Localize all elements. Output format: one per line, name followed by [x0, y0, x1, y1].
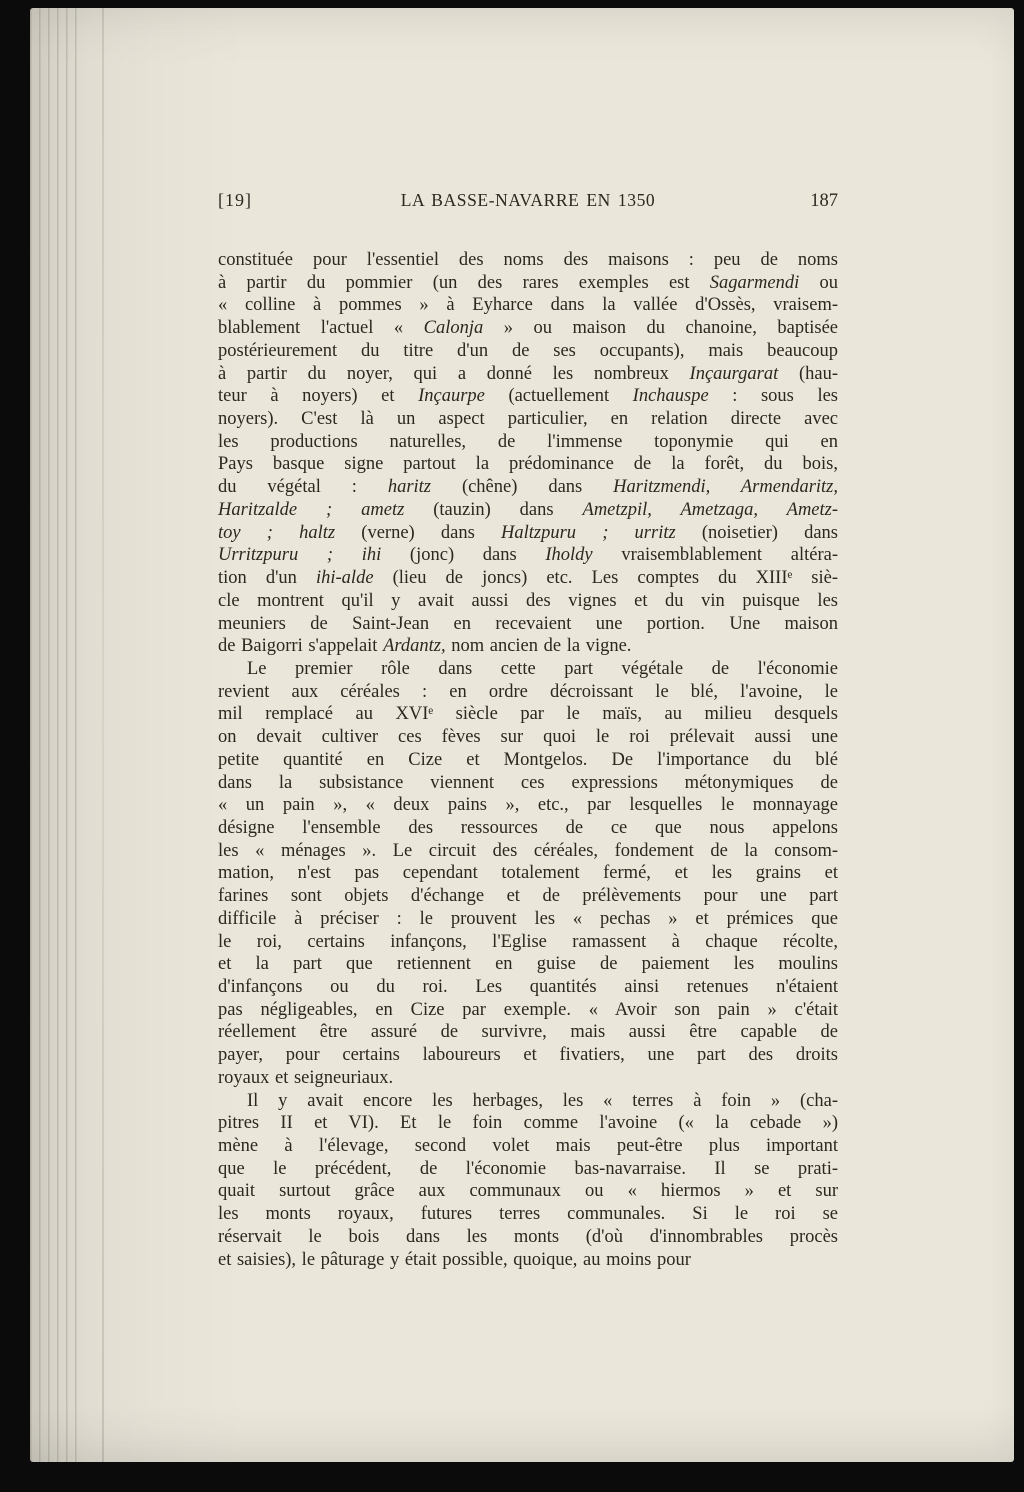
text-segment: difficile à préciser : le prouvent les « pechas » et prémices que: [218, 908, 838, 929]
page-scan: [30, 8, 1014, 1462]
text-line: [218, 1249, 838, 1272]
text-segment: (jonc) dans: [381, 545, 546, 566]
text-segment: à partir du noyer, qui a donné les nombreux: [218, 363, 690, 384]
text-line: [218, 522, 838, 545]
text-line: [218, 931, 838, 954]
text-segment: les « ménages ». Le circuit des céréales, fondement de la consom-: [218, 840, 838, 861]
text-segment: noyers). C'est là un aspect particulier, en relation directe avec: [218, 409, 838, 430]
text-segment: désigne l'ensemble des ressources de ce que nous appelons: [218, 817, 838, 838]
italic-text-segment: Sagarmendi: [709, 272, 800, 293]
text-line: [218, 385, 838, 408]
text-line: [218, 294, 838, 317]
text-segment: : sous les: [708, 386, 839, 407]
italic-text-segment: Ametzpil, Ametzaga, Ametz-: [582, 499, 839, 520]
italic-text-segment: Iholdy: [545, 545, 593, 566]
text-segment: et la part que retiennent en guise de paiement les moulins: [218, 954, 838, 975]
text-segment: pas négligeables, en Cize par exemple. « Avoir son pain » c'était: [218, 999, 838, 1020]
text-segment: postérieurement du titre d'un de ses occupants), mais beaucoup: [218, 340, 838, 361]
header-title: LA BASSE-NAVARRE EN 1350: [400, 190, 656, 210]
text-line: [218, 408, 838, 431]
text-line: [218, 431, 838, 454]
text-segment: teur à noyers) et: [218, 386, 419, 407]
text-segment: royaux et seigneuriaux.: [218, 1067, 394, 1088]
header-page-number: 187: [810, 191, 838, 211]
text-line: [218, 567, 838, 590]
italic-text-segment: Calonja: [423, 318, 484, 339]
text-line: [218, 1021, 838, 1044]
text-line: [218, 317, 838, 340]
text-line: [218, 249, 838, 272]
italic-text-segment: Inchauspe: [632, 386, 709, 407]
italic-text-segment: Haritzalde ; ametz: [218, 499, 405, 520]
text-segment: « colline à pommes » à Eyharce dans la vallée d'Ossès, vraisem-: [218, 295, 838, 316]
text-segment: cle montrent qu'il y avait aussi des vignes et du vin puisque les: [218, 590, 838, 611]
text-segment: d'infançons ou du roi. Les quantités ainsi retenues n'étaient: [218, 977, 838, 997]
italic-text-segment: Haritzmendi, Armendaritz,: [613, 477, 838, 498]
text-segment: constituée pour l'essentiel des noms des maisons : peu de noms: [218, 250, 838, 270]
text-segment: Pays basque signe partout la prédominance de la forêt, du bois,: [218, 454, 838, 475]
text-area: [218, 190, 838, 1271]
italic-text-segment: ihi-alde: [315, 568, 374, 589]
text-segment: mène à l'élevage, second volet mais peut-être plus important: [218, 1136, 838, 1157]
text-line: [218, 953, 838, 976]
text-line: [218, 1158, 838, 1181]
text-line: [218, 499, 838, 522]
text-segment: payer, pour certains laboureurs et fivatiers, une part des droits: [218, 1045, 838, 1066]
text-segment: Le premier rôle dans cette part végétale de l'économie: [247, 658, 838, 679]
text-segment: le roi, certains infançons, l'Eglise ramassent à chaque récolte,: [218, 931, 838, 952]
italic-text-segment: Urritzpuru ; ihi: [218, 545, 382, 566]
italic-text-segment: Haltzpuru ; urritz: [500, 522, 676, 543]
text-segment: (verne) dans: [335, 522, 501, 543]
text-segment: quait surtout grâce aux communaux ou « hiermos » et sur: [218, 1181, 838, 1202]
paragraph: [218, 1090, 838, 1272]
text-segment: les productions naturelles, de l'immense toponymie qui en: [218, 431, 838, 452]
italic-text-segment: Ardantz,: [383, 636, 446, 657]
text-segment: (noisetier) dans: [675, 522, 838, 543]
text-line: [218, 1226, 838, 1249]
text-line: [218, 453, 838, 476]
paragraph: [218, 249, 838, 658]
paragraph: [218, 658, 838, 1090]
text-segment: farines sont objets d'échange et de prélèvements pour une part: [218, 886, 838, 907]
text-line: [218, 817, 838, 840]
text-line: [218, 976, 838, 999]
text-segment: pitres II et VI). Et le foin comme l'avoine (« la cebade »): [218, 1113, 838, 1134]
text-line: [218, 613, 838, 636]
text-segment: et saisies), le pâturage y était possible, quoique, au moins pour: [218, 1249, 691, 1270]
text-segment: meuniers de Saint-Jean en recevaient une portion. Une maison: [218, 613, 838, 634]
text-segment: (tauzin) dans: [404, 499, 583, 520]
text-segment: ou: [799, 272, 839, 293]
text-segment: » ou maison du chanoine, baptisée: [483, 318, 838, 339]
text-segment: réservait le bois dans les monts (d'où d'innombrables procès: [218, 1226, 838, 1247]
text-segment: mation, n'est pas cependant totalement fermé, et les grains et: [218, 863, 838, 884]
text-line: [218, 1112, 838, 1135]
text-segment: nom ancien de la vigne.: [445, 636, 632, 657]
header-bracket-number: [19]: [218, 190, 252, 210]
text-segment: tion d'un: [218, 568, 316, 589]
text-segment: vraisemblablement altéra-: [592, 545, 838, 566]
text-line: [218, 1067, 838, 1090]
text-line: [218, 681, 838, 704]
text-line: [218, 635, 838, 658]
text-line: [218, 476, 838, 499]
book-page-edges: [30, 8, 80, 1462]
text-line: [218, 1090, 838, 1113]
text-line: [218, 840, 838, 863]
text-segment: à partir du pommier (un des rares exemples est: [218, 272, 710, 293]
text-segment: (hau-: [778, 363, 838, 384]
text-line: [218, 999, 838, 1022]
text-segment: on devait cultiver ces fèves sur quoi le roi prélevait aussi une: [218, 727, 838, 748]
text-line: [218, 1203, 838, 1226]
italic-text-segment: Inçaurpe: [418, 386, 485, 407]
text-line: [218, 862, 838, 885]
text-line: [218, 544, 838, 567]
italic-text-segment: haritz: [387, 477, 432, 498]
text-line: [218, 749, 838, 772]
gutter-crease: [102, 8, 104, 1462]
text-segment: revient aux céréales : en ordre décroissant le blé, l'avoine, le: [218, 681, 838, 702]
text-line: [218, 658, 838, 681]
text-line: [218, 363, 838, 386]
text-segment: Il y avait encore les herbages, les « terres à foin » (cha-: [247, 1090, 838, 1111]
text-line: [218, 590, 838, 613]
text-segment: mil remplacé au XVIᵉ siècle par le maïs, au milieu desquels: [218, 704, 838, 725]
text-line: [218, 885, 838, 908]
text-line: [218, 772, 838, 795]
text-segment: (lieu de joncs) etc. Les comptes du XIIIᵉ siè-: [373, 568, 838, 589]
text-line: [218, 703, 838, 726]
page-header: [218, 190, 838, 212]
text-segment: blablement l'actuel «: [218, 318, 424, 339]
text-line: [218, 794, 838, 817]
text-line: [218, 1135, 838, 1158]
text-line: [218, 1180, 838, 1203]
text-line: [218, 1044, 838, 1067]
text-line: [218, 908, 838, 931]
text-segment: de Baigorri s'appelait: [218, 636, 384, 657]
text-segment: « un pain », « deux pains », etc., par lesquelles le monnayage: [218, 795, 838, 816]
text-segment: du végétal :: [218, 477, 388, 498]
text-segment: les monts royaux, futures terres communales. Si le roi se: [218, 1204, 838, 1225]
text-segment: (chêne) dans: [431, 477, 614, 498]
text-line: [218, 272, 838, 295]
text-segment: dans la subsistance viennent ces expressions métonymiques de: [218, 772, 838, 793]
italic-text-segment: Inçaurgarat: [689, 363, 779, 384]
text-line: [218, 726, 838, 749]
italic-text-segment: toy ; haltz: [218, 522, 336, 543]
body-text: [218, 249, 838, 1271]
text-segment: (actuellement: [484, 386, 633, 407]
text-line: [218, 340, 838, 363]
text-segment: réellement être assuré de survivre, mais aussi être capable de: [218, 1022, 838, 1043]
text-segment: que le précédent, de l'économie bas-navarraise. Il se prati-: [218, 1158, 838, 1179]
text-segment: petite quantité en Cize et Montgelos. De l'importance du blé: [218, 749, 838, 770]
